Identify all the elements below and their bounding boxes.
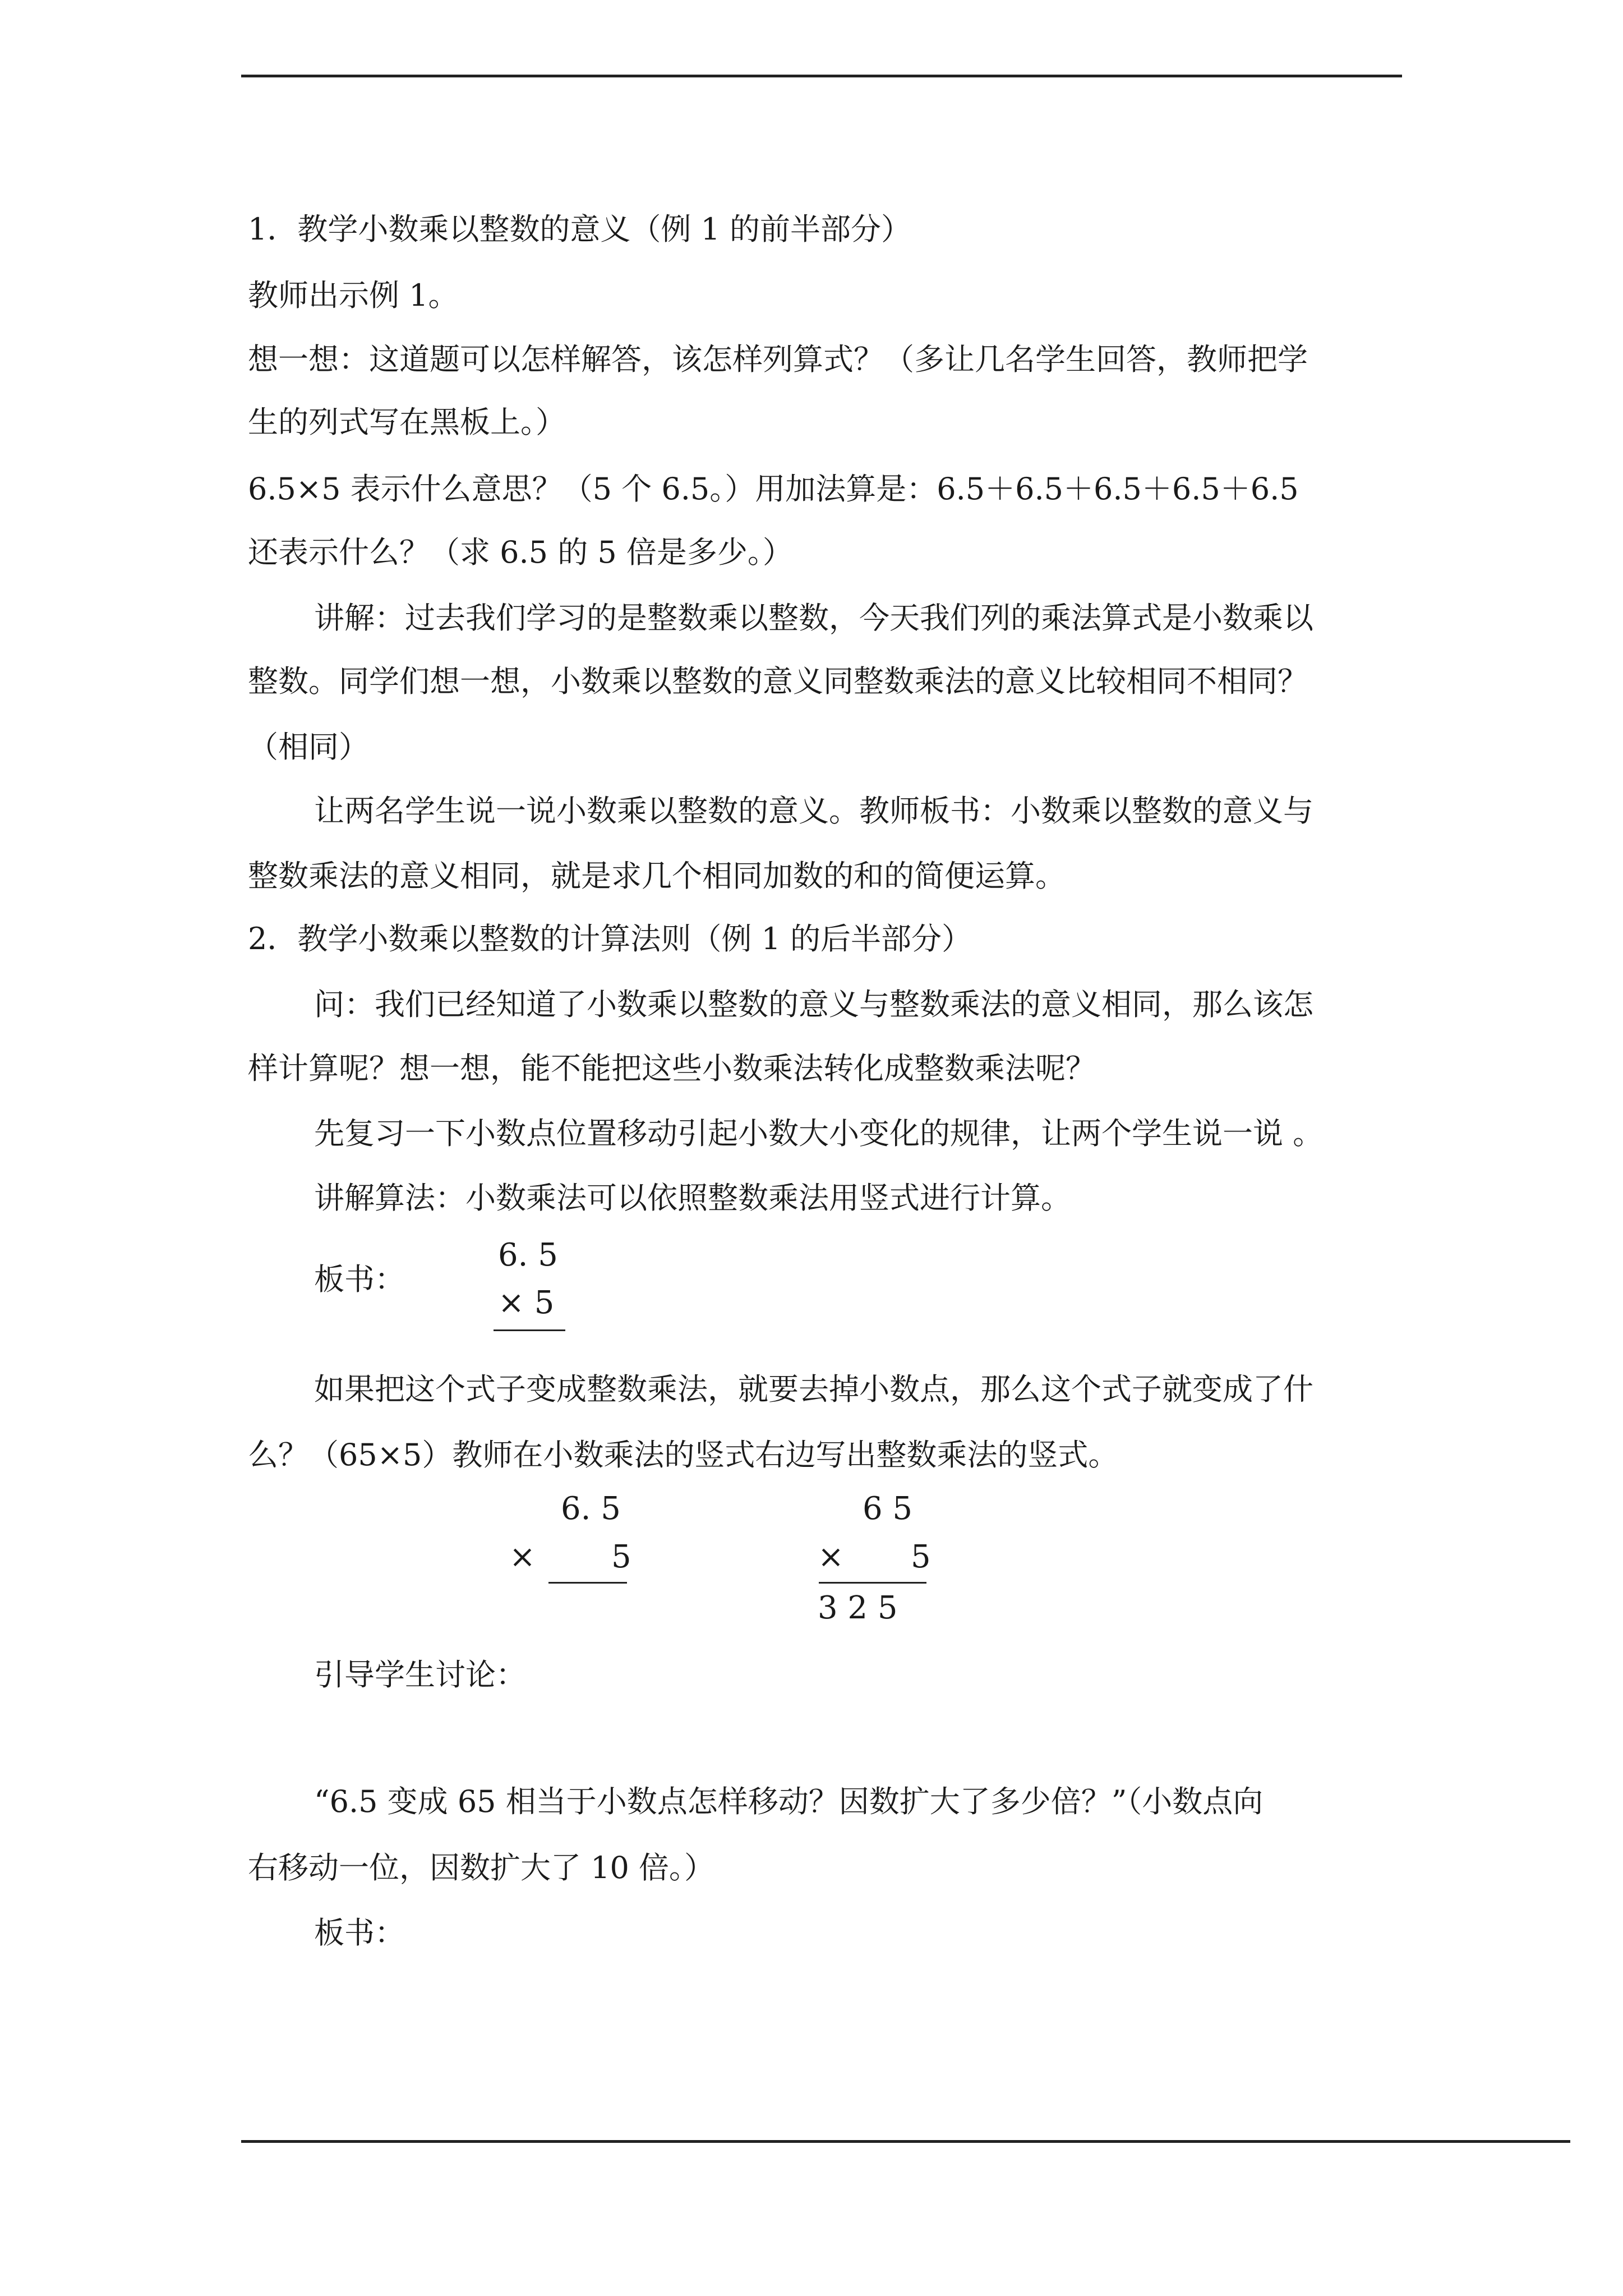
paragraph-line: 让两名学生说一说小数乘以整数的意义。教师板书：小数乘以整数的意义与 [314, 793, 1313, 829]
paragraph-line: 整数乘法的意义相同，就是求几个相同加数的和的简便运算。 [248, 858, 1066, 894]
calc1-multiplicand: 6. 5 [498, 1237, 558, 1273]
paragraph-line: 样计算呢？想一想，能不能把这些小数乘法转化成整数乘法呢？ [248, 1051, 1096, 1086]
board-label: 板书： [314, 1915, 405, 1950]
calc2-multiplicand: 6. 5 [561, 1490, 621, 1527]
paragraph-line: 还表示什么？（求 6.5 的 5 倍是多少。） [248, 535, 793, 570]
paragraph-line: 么？（65×5）教师在小数乘法的竖式右边写出整数乘法的竖式。 [248, 1437, 1119, 1473]
calc3-operator: × [818, 1539, 844, 1575]
paragraph-line: 教师出示例 1。 [248, 278, 459, 313]
paragraph-line: 讲解：过去我们学习的是整数乘以整数，今天我们列的乘法算式是小数乘以 [314, 600, 1313, 636]
calc3-multiplicand: 6 5 [863, 1490, 913, 1527]
paragraph-line: 整数。同学们想一想，小数乘以整数的意义同整数乘法的意义比较相同不相同？ [248, 664, 1308, 699]
paragraph-line: 右移动一位，因数扩大了 10 倍。） [248, 1850, 715, 1885]
paragraph-line: 6.5×5 表示什么意思？（5 个 6.5。）用加法算是：6.5＋6.5＋6.5＋6.5＋6.5 [248, 471, 1299, 507]
header-rule [241, 75, 1402, 77]
paragraph-line: 引导学生讨论： [314, 1657, 526, 1692]
calc3-result: 3 2 5 [818, 1590, 898, 1626]
calc2-underline [548, 1582, 627, 1584]
footer-rule [241, 2140, 1570, 2143]
calc2-multiplier: 5 [611, 1539, 631, 1575]
calc3-underline [819, 1582, 926, 1584]
paragraph-line: 生的列式写在黑板上。） [248, 404, 566, 440]
calc2-operator: × [509, 1539, 536, 1575]
calc1-multiplier: × 5 [498, 1285, 555, 1321]
paragraph-line: 讲解算法：小数乘法可以依照整数乘法用竖式进行计算。 [314, 1180, 1071, 1216]
board-label: 板书： [314, 1262, 405, 1297]
paragraph-line: “6.5 变成 65 相当于小数点怎样移动？因数扩大了多少倍？”（小数点向 [314, 1784, 1264, 1819]
calc1-underline [494, 1329, 565, 1331]
paragraph-line: 先复习一下小数点位置移动引起小数大小变化的规律，让两个学生说一说 。 [314, 1116, 1324, 1151]
section-heading-2: 2．教学小数乘以整数的计算法则（例 1 的后半部分） [248, 921, 972, 956]
paragraph-line: （相同） [248, 729, 369, 765]
paragraph-line: 问：我们已经知道了小数乘以整数的意义与整数乘法的意义相同，那么该怎 [314, 987, 1313, 1022]
paragraph-line: 想一想：这道题可以怎样解答，该怎样列算式？（多让几名学生回答，教师把学 [248, 342, 1308, 377]
calc3-multiplier: 5 [911, 1539, 931, 1575]
paragraph-line: 如果把这个式子变成整数乘法，就要去掉小数点，那么这个式子就变成了什 [314, 1372, 1313, 1407]
section-heading-1: 1．教学小数乘以整数的意义（例 1 的前半部分） [248, 211, 912, 247]
